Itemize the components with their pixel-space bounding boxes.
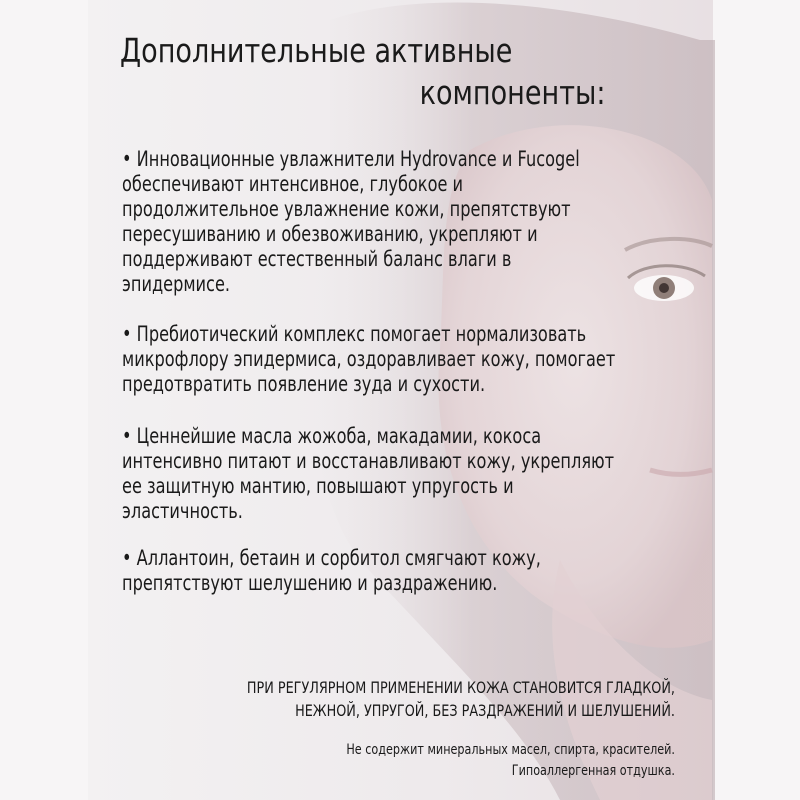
bullet-line: микрофлору эпидермиса, оздоравливает кожу, помогает bbox=[122, 347, 616, 371]
bullet-line: • Инновационные увлажнители Hydrovance и Fucogel bbox=[122, 147, 580, 171]
note-line: ПРИ РЕГУЛЯРНОМ ПРИМЕНЕНИИ КОЖА СТАНОВИТСЯ ГЛАДКОЙ, bbox=[246, 678, 675, 697]
bullet-line: ее защитную мантию, повышают упругость и bbox=[122, 474, 514, 498]
bullet-prebiotic bbox=[122, 322, 661, 397]
bullet-line: продолжительное увлажнение кожи, препятствуют bbox=[122, 197, 571, 221]
bullet-moisturizers bbox=[122, 147, 661, 297]
bullet-line: • Аллантоин, бетаин и сорбитол смягчают кожу, bbox=[122, 546, 541, 570]
bullet-allantoin bbox=[122, 546, 661, 596]
free-from-note bbox=[147, 740, 675, 782]
bullet-oils bbox=[122, 424, 661, 524]
note-line: Гипоаллергенная отдушка. bbox=[511, 763, 675, 779]
title-line-1: Дополнительные активные bbox=[120, 31, 513, 70]
bullet-line: препятствуют шелушению и раздражению. bbox=[122, 571, 498, 595]
bullet-line: интенсивно питают и восстанавливают кожу, укрепляют bbox=[122, 449, 615, 473]
note-line: НЕЖНОЙ, УПРУГОЙ, БЕЗ РАЗДРАЖЕНИЙ И ШЕЛУШЕНИЙ. bbox=[295, 701, 675, 720]
note-line: Не содержит минеральных масел, спирта, красителей. bbox=[346, 742, 675, 758]
bullet-line: эластичность. bbox=[122, 499, 243, 523]
bullet-line: обеспечивают интенсивное, глубокое и bbox=[122, 172, 464, 196]
bullet-line: пересушиванию и обезвоживанию, укрепляют и bbox=[122, 222, 538, 246]
bullet-line: • Ценнейшие масла жожоба, макадамии, кокоса bbox=[122, 424, 542, 448]
regular-use-note bbox=[147, 676, 675, 722]
page-title bbox=[120, 30, 612, 114]
bullet-line: предотвратить появление зуда и сухости. bbox=[122, 372, 486, 396]
bullet-line: • Пребиотический комплекс помогает нормализовать bbox=[122, 322, 587, 346]
title-line-2: компоненты: bbox=[419, 73, 606, 112]
bullet-line: эпидермисе. bbox=[122, 272, 231, 296]
bullet-line: поддерживают естественный баланс влаги в bbox=[122, 247, 512, 271]
